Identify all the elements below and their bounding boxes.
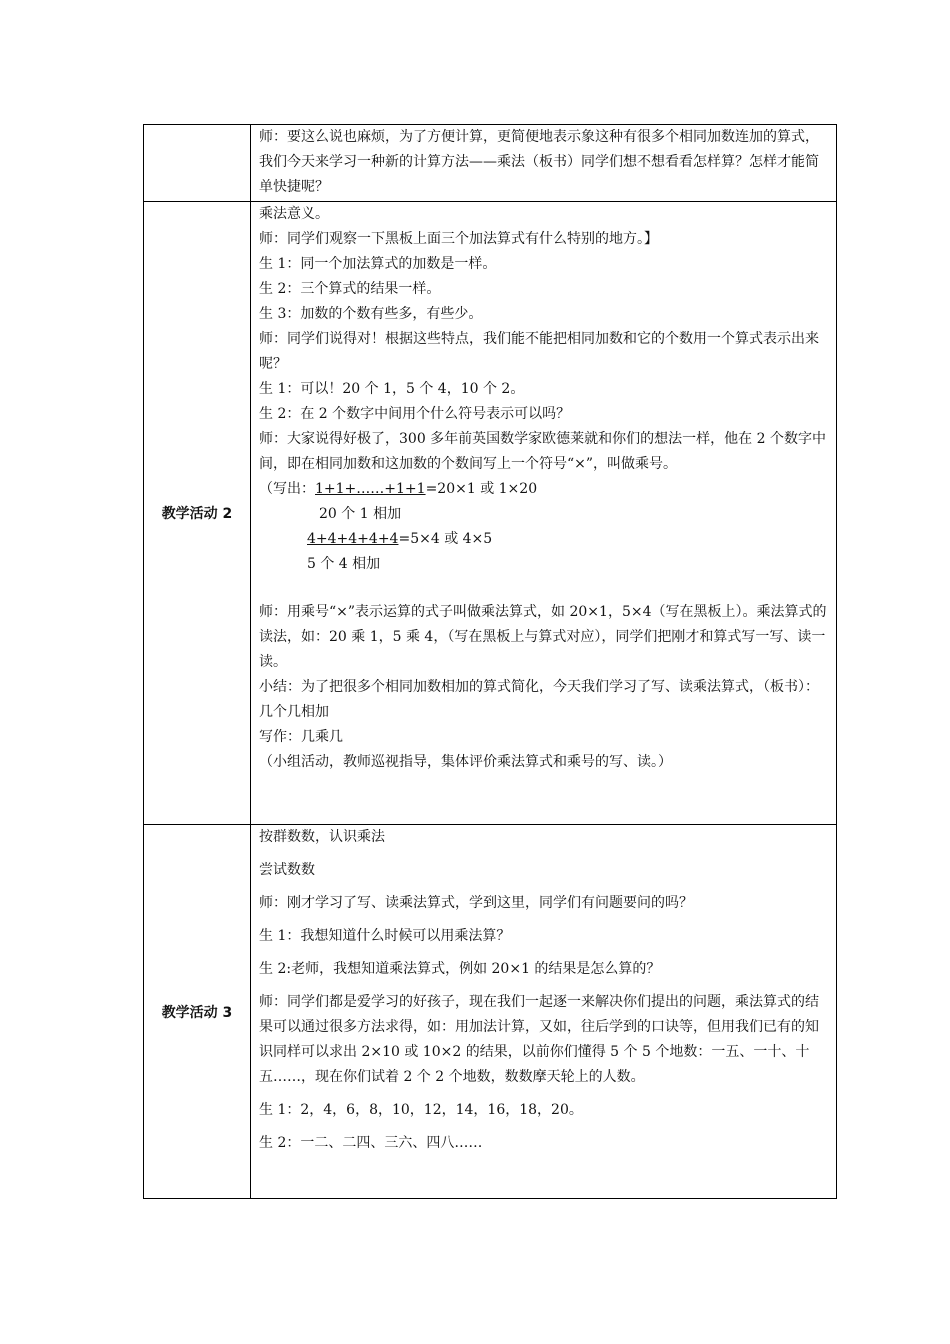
row-label: 教学活动 2 bbox=[144, 202, 251, 825]
paragraph: 生 2:老师，我想知道乘法算式，例如 20×1 的结果是怎么算的？ bbox=[259, 961, 661, 977]
paragraph: 尝试数数 bbox=[259, 862, 315, 878]
paragraph: 师：用乘号“×”表示运算的式子叫做乘法算式，如 20×1，5×4（写在黑板上）。乘法算式的读法，如：20 乘 1，5 乘 4，（写在黑板上与算式对应），同学们把刚才和算式写一写、读一读。 bbox=[259, 604, 827, 670]
formula-line-1 bbox=[259, 477, 828, 502]
paragraph: 师：要这么说也麻烦，为了方便计算，更简便地表示象这种有很多个相同加数连加的算式，我们今天来学习一种新的计算方法——乘法（板书）同学们想不想看看怎样算？怎样才能简单快捷呢？ bbox=[259, 129, 819, 195]
paragraph: 写作：几乘几 bbox=[259, 729, 343, 745]
paragraph: 生 1：可以！20 个 1，5 个 4，10 个 2。 bbox=[259, 381, 525, 397]
paragraph: 生 1：2，4，6，8，10，12，14，16，18，20。 bbox=[259, 1102, 583, 1118]
paragraph: 生 1：我想知道什么时候可以用乘法算？ bbox=[259, 928, 511, 944]
paragraph: 生 2：在 2 个数字中间用个什么符号表示可以吗？ bbox=[259, 406, 571, 422]
paragraph: 乘法意义。 bbox=[259, 206, 329, 222]
paragraph: 生 3：加数的个数有些多，有些少。 bbox=[259, 306, 483, 322]
formula-prefix: （写出： bbox=[259, 481, 315, 497]
paragraph: 师：同学们都是爱学习的好孩子，现在我们一起逐一来解决你们提出的问题，乘法算式的结果可以通过很多方法求得，如：用加法计算，又如，往后学到的口诀等，但用我们已有的知识同样可以求出 2×10 或 10×2 的结果，以前你们懂得 5 个 5 个地数：一五、一十、十五……，现在你们试着 2 个 2 个地数，数数摩天轮上的人数。 bbox=[259, 994, 819, 1085]
formula-line-2 bbox=[259, 527, 828, 552]
row-label bbox=[144, 125, 251, 202]
paragraph: 按群数数，认识乘法 bbox=[259, 829, 385, 845]
table-row bbox=[144, 825, 837, 1199]
paragraph: 小结：为了把很多个相同加数相加的算式简化，今天我们学习了写、读乘法算式，（板书）： bbox=[259, 679, 819, 695]
paragraph: 师：大家说得好极了，300 多年前英国数学家欧德莱就和你们的想法一样，他在 2 个数字中间，即在相同加数和这加数的个数间写上一个符号“×”，叫做乘号。 bbox=[259, 431, 826, 472]
formula-note-1: 20 个 1 相加 bbox=[319, 506, 402, 522]
table-row bbox=[144, 202, 837, 825]
lesson-plan-table bbox=[143, 124, 837, 1199]
row-content bbox=[251, 125, 837, 202]
paragraph: 师：刚才学习了写、读乘法算式，学到这里，同学们有问题要问的吗？ bbox=[259, 895, 693, 911]
formula-suffix: =5×4 或 4×5 bbox=[398, 531, 493, 547]
table-row bbox=[144, 125, 837, 202]
paragraph: 生 1：同一个加法算式的加数是一样。 bbox=[259, 256, 497, 272]
row-label: 教学活动 3 bbox=[144, 825, 251, 1199]
formula-suffix: =20×1 或 1×20 bbox=[425, 481, 538, 497]
formula-underlined: 4+4+4+4+4 bbox=[307, 531, 399, 547]
formula-note-2: 5 个 4 相加 bbox=[307, 556, 381, 572]
formula-underlined: 1+1+……+1+1 bbox=[315, 481, 426, 497]
row-content bbox=[251, 825, 837, 1199]
paragraph: 师：同学们说得对！根据这些特点，我们能不能把相同加数和它的个数用一个算式表示出来呢？ bbox=[259, 331, 819, 372]
paragraph: 生 2：三个算式的结果一样。 bbox=[259, 281, 441, 297]
row-content bbox=[251, 202, 837, 825]
paragraph: （小组活动，教师巡视指导，集体评价乘法算式和乘号的写、读。） bbox=[259, 754, 672, 770]
paragraph: 生 2：一二、二四、三六、四八…… bbox=[259, 1135, 483, 1151]
paragraph: 几个几相加 bbox=[259, 704, 329, 720]
paragraph: 师：同学们观察一下黑板上面三个加法算式有什么特别的地方。】 bbox=[259, 231, 658, 247]
